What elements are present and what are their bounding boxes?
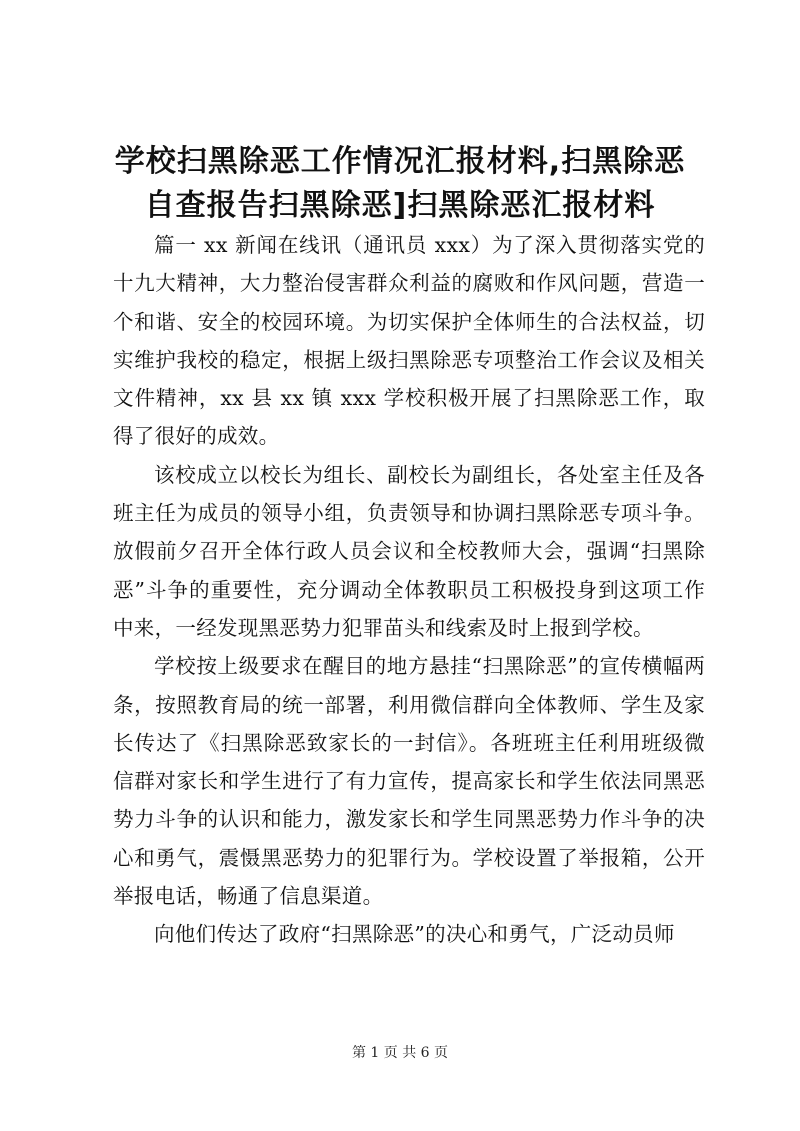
paragraph-4: 向他们传达了政府“扫黑除恶”的决心和勇气，广泛动员师 [154, 922, 675, 947]
paragraph-3: 学校按上级要求在醒目的地方悬挂“扫黑除恶”的宣传横幅两条，按照教育局的统一部署，利用微信群向全体教师、学生及家长传达了《扫黑除恶致家长的一封信》。各班班主任利用班级微信群对家长和学生进行了有力宣传，提高家长和学生依法同黑恶势力斗争的认识和能力，激发家长和学生同黑恶势力作斗争的决心和勇气，震慑黑恶势力的犯罪行为。学校设置了举报箱，公开举报电话，畅通了信息渠道。 [113, 654, 705, 909]
page-footer: 第 1 页 共 6 页 [351, 1045, 449, 1061]
document-body [113, 226, 705, 954]
paragraph-1: 篇一 xx 新闻在线讯（通讯员 xxx）为了深入贯彻落实党的十九大精神，大力整治侵害群众利益的腐败和作风问题，营造一个和谐、安全的校园环境。为切实保护全体师生的合法权益，切实维护我校的稳定，根据上级扫黑除恶专项整治工作会议及相关文件精神，xx 县 xx 镇 xxx 学校积极开展了扫黑除恶工作，取得了很好的成效。 [113, 233, 705, 449]
document-title: 学校扫黑除恶工作情况汇报材料,扫黑除恶自查报告扫黑除恶]扫黑除恶汇报材料 [114, 144, 686, 223]
paragraph-2: 该校成立以校长为组长、副校长为副组长，各处室主任及各班主任为成员的领导小组，负责领导和协调扫黑除恶专项斗争。放假前夕召开全体行政人员会议和全校教师大会，强调“扫黑除恶”斗争的重要性，充分调动全体教职员工积极投身到这项工作中来，一经发现黑恶势力犯罪苗头和线索及时上报到学校。 [113, 462, 705, 640]
